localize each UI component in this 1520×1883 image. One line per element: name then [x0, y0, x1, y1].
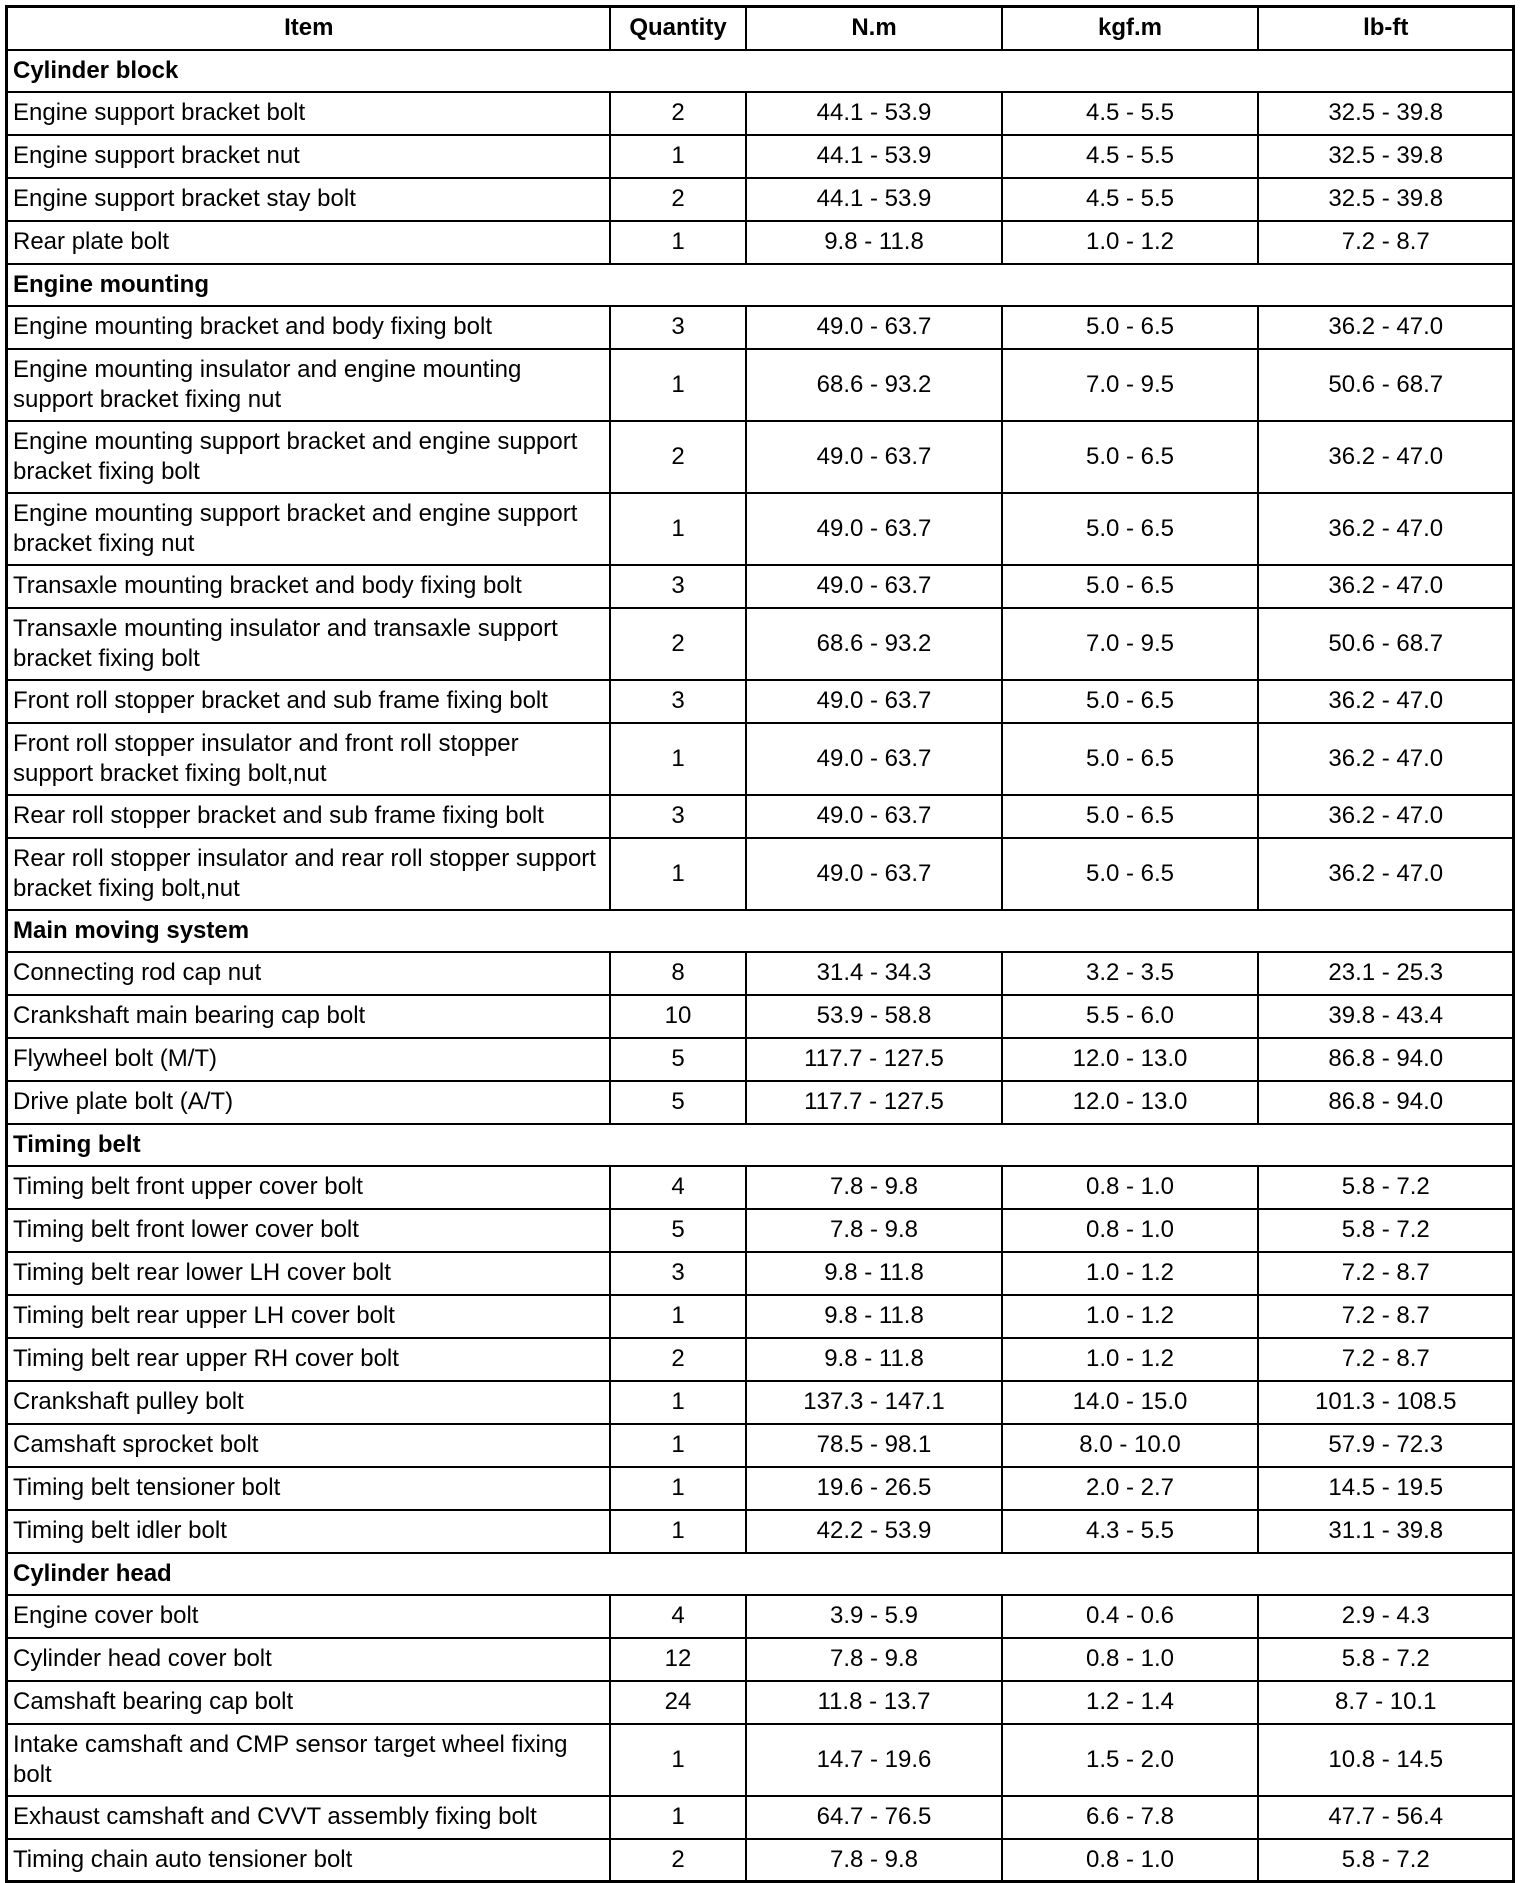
item-cell: Timing belt front lower cover bolt [7, 1209, 610, 1252]
torque-kgfm-cell: 1.0 - 1.2 [1002, 1252, 1258, 1295]
item-cell: Engine support bracket stay bolt [7, 178, 610, 221]
section-row [7, 910, 1514, 952]
torque-lbft-cell: 10.8 - 14.5 [1258, 1724, 1514, 1796]
header-row [7, 7, 1514, 50]
torque-nm-cell: 117.7 - 127.5 [746, 1081, 1002, 1124]
column-header-quantity: Quantity [610, 7, 746, 50]
torque-nm-cell: 11.8 - 13.7 [746, 1681, 1002, 1724]
torque-kgfm-cell: 12.0 - 13.0 [1002, 1081, 1258, 1124]
torque-kgfm-cell: 0.8 - 1.0 [1002, 1638, 1258, 1681]
table-row [7, 1424, 1514, 1467]
torque-lbft-cell: 5.8 - 7.2 [1258, 1638, 1514, 1681]
torque-kgfm-cell: 4.5 - 5.5 [1002, 178, 1258, 221]
torque-kgfm-cell: 4.5 - 5.5 [1002, 135, 1258, 178]
torque-nm-cell: 68.6 - 93.2 [746, 349, 1002, 421]
table-row [7, 1038, 1514, 1081]
torque-nm-cell: 49.0 - 63.7 [746, 680, 1002, 723]
torque-lbft-cell: 14.5 - 19.5 [1258, 1467, 1514, 1510]
torque-lbft-cell: 7.2 - 8.7 [1258, 1295, 1514, 1338]
torque-lbft-cell: 57.9 - 72.3 [1258, 1424, 1514, 1467]
torque-lbft-cell: 86.8 - 94.0 [1258, 1081, 1514, 1124]
quantity-cell: 1 [610, 493, 746, 565]
torque-kgfm-cell: 0.8 - 1.0 [1002, 1209, 1258, 1252]
table-row [7, 306, 1514, 349]
quantity-cell: 4 [610, 1166, 746, 1209]
item-cell: Timing belt rear upper RH cover bolt [7, 1338, 610, 1381]
item-cell: Timing chain auto tensioner bolt [7, 1839, 610, 1882]
torque-nm-cell: 49.0 - 63.7 [746, 795, 1002, 838]
torque-nm-cell: 7.8 - 9.8 [746, 1638, 1002, 1681]
quantity-cell: 5 [610, 1038, 746, 1081]
table-row [7, 1796, 1514, 1839]
torque-kgfm-cell: 0.4 - 0.6 [1002, 1595, 1258, 1638]
table-row [7, 493, 1514, 565]
item-cell: Front roll stopper bracket and sub frame fixing bolt [7, 680, 610, 723]
torque-lbft-cell: 86.8 - 94.0 [1258, 1038, 1514, 1081]
item-cell: Cylinder head cover bolt [7, 1638, 610, 1681]
quantity-cell: 10 [610, 995, 746, 1038]
quantity-cell: 1 [610, 349, 746, 421]
table-row [7, 1081, 1514, 1124]
torque-nm-cell: 9.8 - 11.8 [746, 1252, 1002, 1295]
table-row [7, 680, 1514, 723]
torque-nm-cell: 44.1 - 53.9 [746, 92, 1002, 135]
torque-nm-cell: 42.2 - 53.9 [746, 1510, 1002, 1553]
torque-lbft-cell: 32.5 - 39.8 [1258, 135, 1514, 178]
quantity-cell: 24 [610, 1681, 746, 1724]
item-cell: Rear roll stopper insulator and rear roll stopper support bracket fixing bolt,nut [7, 838, 610, 910]
torque-lbft-cell: 36.2 - 47.0 [1258, 493, 1514, 565]
table-row [7, 1252, 1514, 1295]
table-row [7, 178, 1514, 221]
torque-nm-cell: 64.7 - 76.5 [746, 1796, 1002, 1839]
quantity-cell: 1 [610, 135, 746, 178]
item-cell: Exhaust camshaft and CVVT assembly fixing bolt [7, 1796, 610, 1839]
quantity-cell: 2 [610, 608, 746, 680]
item-cell: Transaxle mounting insulator and transaxle support bracket fixing bolt [7, 608, 610, 680]
table-header [7, 7, 1514, 50]
torque-nm-cell: 49.0 - 63.7 [746, 306, 1002, 349]
section-title: Cylinder head [7, 1553, 1514, 1595]
section-row [7, 1124, 1514, 1166]
quantity-cell: 3 [610, 306, 746, 349]
item-cell: Engine mounting support bracket and engine support bracket fixing nut [7, 493, 610, 565]
torque-nm-cell: 49.0 - 63.7 [746, 421, 1002, 493]
torque-lbft-cell: 36.2 - 47.0 [1258, 565, 1514, 608]
item-cell: Rear roll stopper bracket and sub frame fixing bolt [7, 795, 610, 838]
item-cell: Engine support bracket nut [7, 135, 610, 178]
section-row [7, 50, 1514, 92]
torque-kgfm-cell: 5.0 - 6.5 [1002, 493, 1258, 565]
torque-kgfm-cell: 5.5 - 6.0 [1002, 995, 1258, 1038]
item-cell: Camshaft sprocket bolt [7, 1424, 610, 1467]
torque-lbft-cell: 36.2 - 47.0 [1258, 680, 1514, 723]
torque-kgfm-cell: 14.0 - 15.0 [1002, 1381, 1258, 1424]
quantity-cell: 3 [610, 795, 746, 838]
quantity-cell: 1 [610, 1467, 746, 1510]
torque-lbft-cell: 32.5 - 39.8 [1258, 178, 1514, 221]
torque-lbft-cell: 23.1 - 25.3 [1258, 952, 1514, 995]
torque-nm-cell: 49.0 - 63.7 [746, 723, 1002, 795]
torque-lbft-cell: 50.6 - 68.7 [1258, 349, 1514, 421]
torque-kgfm-cell: 0.8 - 1.0 [1002, 1166, 1258, 1209]
torque-kgfm-cell: 7.0 - 9.5 [1002, 349, 1258, 421]
table-row [7, 1724, 1514, 1796]
torque-lbft-cell: 101.3 - 108.5 [1258, 1381, 1514, 1424]
table-row [7, 723, 1514, 795]
torque-nm-cell: 3.9 - 5.9 [746, 1595, 1002, 1638]
table-row [7, 1681, 1514, 1724]
item-cell: Transaxle mounting bracket and body fixing bolt [7, 565, 610, 608]
quantity-cell: 5 [610, 1081, 746, 1124]
torque-lbft-cell: 5.8 - 7.2 [1258, 1166, 1514, 1209]
torque-nm-cell: 68.6 - 93.2 [746, 608, 1002, 680]
quantity-cell: 2 [610, 1839, 746, 1882]
quantity-cell: 1 [610, 1381, 746, 1424]
item-cell: Timing belt idler bolt [7, 1510, 610, 1553]
torque-nm-cell: 7.8 - 9.8 [746, 1166, 1002, 1209]
torque-nm-cell: 117.7 - 127.5 [746, 1038, 1002, 1081]
torque-nm-cell: 14.7 - 19.6 [746, 1724, 1002, 1796]
table-row [7, 221, 1514, 264]
table-row [7, 1638, 1514, 1681]
torque-lbft-cell: 39.8 - 43.4 [1258, 995, 1514, 1038]
torque-kgfm-cell: 5.0 - 6.5 [1002, 565, 1258, 608]
table-row [7, 1595, 1514, 1638]
table-row [7, 92, 1514, 135]
item-cell: Timing belt front upper cover bolt [7, 1166, 610, 1209]
torque-lbft-cell: 36.2 - 47.0 [1258, 306, 1514, 349]
item-cell: Camshaft bearing cap bolt [7, 1681, 610, 1724]
torque-nm-cell: 49.0 - 63.7 [746, 493, 1002, 565]
table-row [7, 838, 1514, 910]
item-cell: Rear plate bolt [7, 221, 610, 264]
torque-lbft-cell: 7.2 - 8.7 [1258, 1338, 1514, 1381]
torque-kgfm-cell: 5.0 - 6.5 [1002, 723, 1258, 795]
torque-lbft-cell: 36.2 - 47.0 [1258, 723, 1514, 795]
torque-nm-cell: 44.1 - 53.9 [746, 135, 1002, 178]
table-row [7, 565, 1514, 608]
item-cell: Engine support bracket bolt [7, 92, 610, 135]
section-title: Timing belt [7, 1124, 1514, 1166]
item-cell: Engine mounting bracket and body fixing bolt [7, 306, 610, 349]
torque-nm-cell: 19.6 - 26.5 [746, 1467, 1002, 1510]
torque-kgfm-cell: 3.2 - 3.5 [1002, 952, 1258, 995]
quantity-cell: 1 [610, 838, 746, 910]
item-cell: Engine cover bolt [7, 1595, 610, 1638]
torque-kgfm-cell: 6.6 - 7.8 [1002, 1796, 1258, 1839]
torque-kgfm-cell: 0.8 - 1.0 [1002, 1839, 1258, 1882]
torque-nm-cell: 53.9 - 58.8 [746, 995, 1002, 1038]
quantity-cell: 1 [610, 723, 746, 795]
quantity-cell: 2 [610, 178, 746, 221]
quantity-cell: 1 [610, 1424, 746, 1467]
quantity-cell: 2 [610, 421, 746, 493]
section-title: Engine mounting [7, 264, 1514, 306]
torque-lbft-cell: 31.1 - 39.8 [1258, 1510, 1514, 1553]
table-row [7, 421, 1514, 493]
torque-lbft-cell: 36.2 - 47.0 [1258, 838, 1514, 910]
table-row [7, 1338, 1514, 1381]
item-cell: Timing belt rear lower LH cover bolt [7, 1252, 610, 1295]
table-row [7, 795, 1514, 838]
torque-lbft-cell: 36.2 - 47.0 [1258, 795, 1514, 838]
torque-kgfm-cell: 1.2 - 1.4 [1002, 1681, 1258, 1724]
quantity-cell: 12 [610, 1638, 746, 1681]
table-row [7, 1166, 1514, 1209]
torque-nm-cell: 44.1 - 53.9 [746, 178, 1002, 221]
quantity-cell: 4 [610, 1595, 746, 1638]
torque-kgfm-cell: 4.5 - 5.5 [1002, 92, 1258, 135]
quantity-cell: 8 [610, 952, 746, 995]
torque-kgfm-cell: 1.0 - 1.2 [1002, 1295, 1258, 1338]
torque-kgfm-cell: 4.3 - 5.5 [1002, 1510, 1258, 1553]
table-row [7, 1209, 1514, 1252]
item-cell: Intake camshaft and CMP sensor target wheel fixing bolt [7, 1724, 610, 1796]
torque-nm-cell: 49.0 - 63.7 [746, 838, 1002, 910]
table-row [7, 349, 1514, 421]
torque-nm-cell: 7.8 - 9.8 [746, 1209, 1002, 1252]
torque-nm-cell: 7.8 - 9.8 [746, 1839, 1002, 1882]
torque-kgfm-cell: 8.0 - 10.0 [1002, 1424, 1258, 1467]
item-cell: Timing belt rear upper LH cover bolt [7, 1295, 610, 1338]
torque-kgfm-cell: 5.0 - 6.5 [1002, 421, 1258, 493]
torque-lbft-cell: 7.2 - 8.7 [1258, 221, 1514, 264]
quantity-cell: 3 [610, 680, 746, 723]
torque-kgfm-cell: 1.0 - 1.2 [1002, 221, 1258, 264]
torque-nm-cell: 31.4 - 34.3 [746, 952, 1002, 995]
column-header-item: Item [7, 7, 610, 50]
table-row [7, 995, 1514, 1038]
table-row [7, 135, 1514, 178]
column-header-kgfm: kgf.m [1002, 7, 1258, 50]
torque-kgfm-cell: 1.5 - 2.0 [1002, 1724, 1258, 1796]
torque-lbft-cell: 5.8 - 7.2 [1258, 1839, 1514, 1882]
column-header-lbft: lb-ft [1258, 7, 1514, 50]
torque-kgfm-cell: 2.0 - 2.7 [1002, 1467, 1258, 1510]
column-header-nm: N.m [746, 7, 1002, 50]
torque-kgfm-cell: 1.0 - 1.2 [1002, 1338, 1258, 1381]
section-row [7, 1553, 1514, 1595]
item-cell: Engine mounting support bracket and engine support bracket fixing bolt [7, 421, 610, 493]
table-row [7, 1510, 1514, 1553]
torque-lbft-cell: 2.9 - 4.3 [1258, 1595, 1514, 1638]
quantity-cell: 1 [610, 1796, 746, 1839]
item-cell: Engine mounting insulator and engine mounting support bracket fixing nut [7, 349, 610, 421]
torque-kgfm-cell: 7.0 - 9.5 [1002, 608, 1258, 680]
torque-lbft-cell: 50.6 - 68.7 [1258, 608, 1514, 680]
section-title: Main moving system [7, 910, 1514, 952]
table-row [7, 952, 1514, 995]
quantity-cell: 1 [610, 1510, 746, 1553]
table-row [7, 1295, 1514, 1338]
torque-kgfm-cell: 12.0 - 13.0 [1002, 1038, 1258, 1081]
torque-kgfm-cell: 5.0 - 6.5 [1002, 838, 1258, 910]
table-row [7, 1381, 1514, 1424]
quantity-cell: 2 [610, 1338, 746, 1381]
torque-kgfm-cell: 5.0 - 6.5 [1002, 795, 1258, 838]
quantity-cell: 1 [610, 221, 746, 264]
torque-lbft-cell: 5.8 - 7.2 [1258, 1209, 1514, 1252]
torque-kgfm-cell: 5.0 - 6.5 [1002, 306, 1258, 349]
torque-lbft-cell: 32.5 - 39.8 [1258, 92, 1514, 135]
item-cell: Crankshaft main bearing cap bolt [7, 995, 610, 1038]
section-row [7, 264, 1514, 306]
table-row [7, 1467, 1514, 1510]
quantity-cell: 1 [610, 1724, 746, 1796]
quantity-cell: 3 [610, 565, 746, 608]
section-title: Cylinder block [7, 50, 1514, 92]
quantity-cell: 3 [610, 1252, 746, 1295]
torque-nm-cell: 9.8 - 11.8 [746, 1338, 1002, 1381]
item-cell: Connecting rod cap nut [7, 952, 610, 995]
quantity-cell: 1 [610, 1295, 746, 1338]
torque-nm-cell: 137.3 - 147.1 [746, 1381, 1002, 1424]
torque-nm-cell: 78.5 - 98.1 [746, 1424, 1002, 1467]
torque-lbft-cell: 36.2 - 47.0 [1258, 421, 1514, 493]
torque-lbft-cell: 8.7 - 10.1 [1258, 1681, 1514, 1724]
torque-nm-cell: 9.8 - 11.8 [746, 1295, 1002, 1338]
torque-lbft-cell: 7.2 - 8.7 [1258, 1252, 1514, 1295]
torque-specification-table [5, 5, 1515, 1883]
torque-nm-cell: 49.0 - 63.7 [746, 565, 1002, 608]
torque-kgfm-cell: 5.0 - 6.5 [1002, 680, 1258, 723]
item-cell: Crankshaft pulley bolt [7, 1381, 610, 1424]
item-cell: Flywheel bolt (M/T) [7, 1038, 610, 1081]
item-cell: Front roll stopper insulator and front roll stopper support bracket fixing bolt,nut [7, 723, 610, 795]
torque-lbft-cell: 47.7 - 56.4 [1258, 1796, 1514, 1839]
quantity-cell: 5 [610, 1209, 746, 1252]
table-row [7, 608, 1514, 680]
table-body [7, 50, 1514, 1882]
table-row [7, 1839, 1514, 1882]
torque-nm-cell: 9.8 - 11.8 [746, 221, 1002, 264]
item-cell: Drive plate bolt (A/T) [7, 1081, 610, 1124]
item-cell: Timing belt tensioner bolt [7, 1467, 610, 1510]
quantity-cell: 2 [610, 92, 746, 135]
